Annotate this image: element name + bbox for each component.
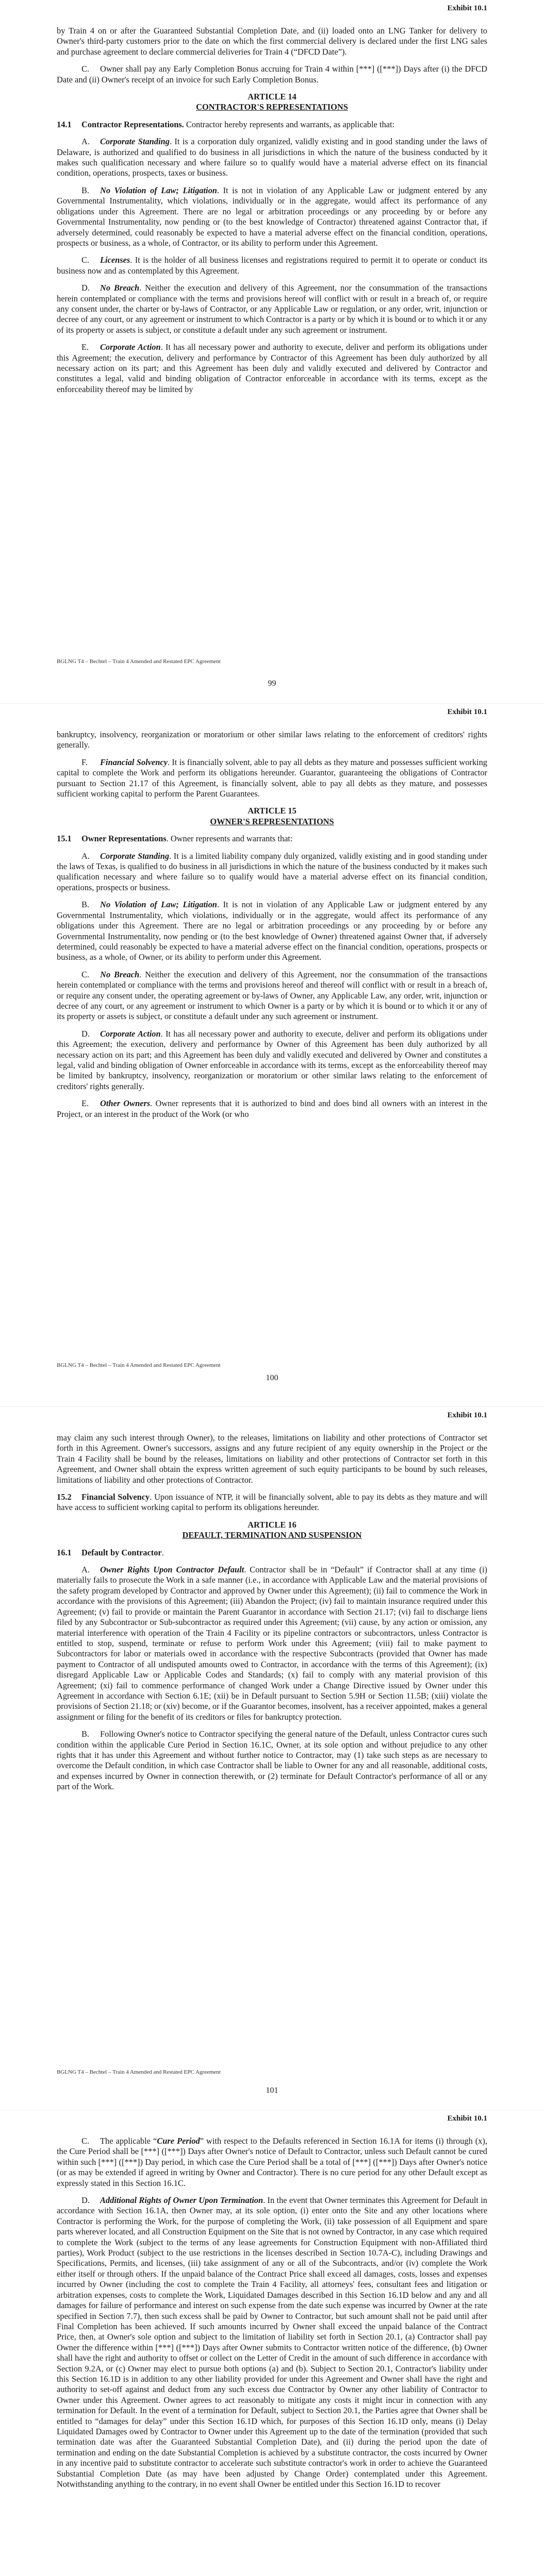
- section-14-1: [57, 120, 487, 130]
- article-heading: [57, 92, 487, 113]
- paragraph-d: [57, 1029, 487, 1092]
- paragraph-heading: Licenses: [100, 255, 130, 265]
- document-page-3: [0, 1406, 544, 2110]
- article-title: CONTRACTOR'S REPRESENTATIONS: [196, 102, 348, 112]
- paragraph-c2: [57, 255, 487, 276]
- section-number: 15.1: [57, 834, 72, 844]
- paragraph-letter: A.: [81, 1565, 90, 1575]
- exhibit-label: Exhibit 10.1: [447, 708, 487, 716]
- paragraph: bankruptcy, insolvency, reorganization or moratorium or other similar laws relating to the enforcement of creditors' rights generally.: [57, 730, 487, 750]
- section-text: .: [161, 1547, 164, 1557]
- paragraph-text: . Owner represents that it is authorized to bind and does bind all owners with an interest in the Project, or an interest in the product of the Work (or who: [57, 1098, 487, 1119]
- article-heading: [57, 1520, 487, 1541]
- section-heading: Financial Solvency: [81, 1492, 150, 1502]
- section-15-2: [57, 1492, 487, 1513]
- page-footer: BGLNG T4 – Bechtel – Train 4 Amended and Restated EPC Agreement: [57, 1362, 221, 1368]
- exhibit-label: Exhibit 10.1: [447, 2114, 487, 2123]
- paragraph-letter: A.: [81, 851, 90, 861]
- paragraph-a: [57, 1565, 487, 1722]
- paragraph-c: [57, 64, 487, 85]
- paragraph-letter: D.: [81, 283, 90, 293]
- paragraph: by Train 4 on or after the Guaranteed Substantial Completion Date, and (ii) loaded onto an LNG Tanker for delivery to Owner's third-party customers prior to the date on which the first commercial delivery is declared under the first LNG sales and purchase agreement to declare commercial deliveries for Train 4 (“DFCD Date”).: [57, 26, 487, 57]
- paragraph-heading: No Breach: [100, 283, 140, 293]
- page-body: [57, 1433, 487, 1799]
- paragraph-e: [57, 342, 487, 395]
- article-title: DEFAULT, TERMINATION AND SUSPENSION: [182, 1530, 362, 1540]
- section-number: 16.1: [57, 1547, 72, 1557]
- paragraph-letter: B.: [81, 1729, 90, 1739]
- article-number: ARTICLE 14: [248, 92, 296, 102]
- section-text: . Owner represents and warrants that:: [166, 834, 293, 844]
- paragraph-e: [57, 1098, 487, 1120]
- section-text: Contractor hereby represents and warrants, as applicable that:: [186, 119, 395, 129]
- paragraph-c: [57, 970, 487, 1022]
- paragraph-text: . It is financially solvent, able to pay all debts as they mature and possesses sufficient working capital to complete the Work and perform its obligations hereunder. Guarantor, guaranteeing the obligations of Contractor pursuant to Section 21.17 of this Agreement, is financially solvent, able to pay all debts as they mature, and possesses sufficient working capital to perform the Parent Guarantees.: [57, 757, 487, 799]
- paragraph-a: [57, 137, 487, 179]
- paragraph-letter: C.: [81, 64, 90, 74]
- paragraph-f: [57, 757, 487, 800]
- paragraph-b: [57, 185, 487, 248]
- paragraph-heading: Financial Solvency: [100, 757, 168, 767]
- paragraph-text: . In the event that Owner terminates this Agreement for Default in accordance with Section 16.1A, then Owner may, at its sole option, (i) enter onto the Site and any other locations where Contractor is performing the Work, for the purpose of completing the Work, (ii) take possession of all Equipment and spare parts wherever located, and all Construction Equipment on the Site that is not owned by Contractor, in any case which required to complete the Work (subject to the terms of any lease agreements for Construction Equipment with non-Affiliated third parties), Work Product (subject to the use restrictions in the licenses described in Section 10.7A-C), including Drawings and Specifications, Permits, and licenses, (iii) take assignment of any or all of the Subcontracts, and/or (iv) complete the Work either itself or through others. If the unpaid balance of the Contract Price shall exceed all damages, costs, losses and expenses incurred by Owner (including the cost to complete the Train 4 Facility, all attorneys' fees, consultant fees and litigation or arbitration expenses, costs to complete the Work, Liquidated Damages described in this Section 16.1D below and any and all damages for failure of performance and interest on such expense from the date such expense was incurred by Owner at the rate specified in Section 7.7), then such excess shall be paid by Owner to Contractor, but such amount shall not be paid until after Final Completion has been achieved. If such amounts incurred by Owner shall exceed the unpaid balance of the Contract Price, then, at Owner's sole option and subject to the limitation of liability set forth in Section 20.1, (a) Contractor shall pay Owner the difference within [***] ([***]) Days after Owner submits to Contractor written notice of the difference, (b) Owner shall have the right and authority to offset or collect on the Letter of Credit in the amount of such difference in accordance with Section 9.2A, or (c) Owner may elect to pursue both options (a) and (b). Subject to Section 20.1, Contractor's liability under this Section 16.1D is in addition to any other liability provided for under this Agreement and Owner shall have the right and authority to set-off against and deduct from any such excess due Contractor by Owner any other liability of Contractor to Owner under this Agreement. Owner agrees to act reasonably to mitigate any costs it might incur in connection with any termination for Default. In the event of a termination for Default, subject to Section 20.1, the Parties agree that Owner shall be entitled to “damages for delay” under this Section 16.1D which, for purposes of this Section 16.1D only, means (i) Delay Liquidated Damages owed by Contractor to Owner under this Agreement up to the date of the termination (provided that such termination date was after the Guaranteed Substantial Completion Date), and (ii) during the period upon the date of termination and ending on the date Substantial Completion is achieved by a substitute contractor, the costs incurred by Owner in any incentive paid to substitute contractor to accelerate such substitute contractor's work in order to achieve the Guaranteed Substantial Completion Date (as may have been adjusted by Change Order) contemplated under this Agreement. Notwithstanding anything to the contrary, in no event shall Owner be entitled under this Section 16.1D to recover: [57, 2195, 487, 2489]
- paragraph-heading: Additional Rights of Owner Upon Termination: [100, 2195, 263, 2206]
- section-number: 15.2: [57, 1492, 72, 1502]
- paragraph-letter: C.: [81, 2136, 90, 2146]
- paragraph-heading: Cure Period: [157, 2136, 200, 2146]
- exhibit-label: Exhibit 10.1: [447, 4, 487, 12]
- paragraph-heading: Owner Rights Upon Contractor Default: [100, 1565, 244, 1575]
- article-number: ARTICLE 15: [248, 806, 296, 816]
- paragraph-heading: Corporate Standing: [100, 851, 170, 861]
- paragraph-letter: C.: [81, 255, 90, 265]
- paragraph-text: . Neither the execution and delivery of this Agreement, nor the consummation of the transactions herein contemplated or compliance with the terms and provisions hereof and thereof will conflict with or result in a breach of, or require any consent under, the operating agreement or by-laws of Owner, any Applicable Law, any order, writ, injunction or decree of any court, or any agreement or instrument to which Owner is a party or by which it is bound or to which it or any of its property or assets is subject, or constitute a default under any such agreement or instrument.: [57, 969, 487, 1022]
- paragraph-heading: Other Owners: [100, 1098, 151, 1109]
- paragraph-d: [57, 283, 487, 335]
- article-heading: [57, 806, 487, 827]
- section-number: 14.1: [57, 119, 72, 129]
- paragraph-b: [57, 900, 487, 962]
- paragraph-letter: E.: [81, 342, 89, 352]
- document-page-4: [0, 2110, 544, 2576]
- paragraph-heading: Corporate Action: [100, 342, 161, 352]
- page-number: 100: [266, 1374, 278, 1382]
- section-text: . Upon issuance of NTP, it will be financially solvent, able to pay its debts as they mature and will have access to sufficient working capital to perform its obligations hereunder.: [57, 1492, 488, 1513]
- section-16-1: [57, 1548, 487, 1558]
- paragraph-b: [57, 1729, 487, 1792]
- paragraph-letter: F.: [81, 757, 88, 767]
- paragraph-heading: Corporate Action: [100, 1028, 161, 1039]
- section-15-1: [57, 834, 487, 844]
- section-heading: Contractor Representations.: [81, 119, 184, 129]
- page-number: 101: [266, 2086, 278, 2095]
- paragraph-text: . It is the holder of all business licenses and registrations required to permit it to operate or conduct its business now and as contemplated by this Agreement.: [57, 255, 487, 276]
- page-number: 99: [268, 679, 276, 688]
- document-page-1: [0, 0, 544, 703]
- paragraph-text: . Contractor shall be in “Default” if Contractor shall at any time (i) materially fails to prosecute the Work in a safe manner (i.e., in accordance with Applicable Law and the material provisions of the safety program developed by Contractor and approved by Owner under this Agreement); (ii) fail to commence the Work in accordance with the provisions of this Agreement; (iii) Abandon the Project; (iv) fail to maintain insurance required under this Agreement; (v) fail to provide or maintain the Parent Guarantor in accordance with Section 21.17; (vi) fail to discharge liens filed by any Subcontractor or Sub-subcontractor as required under this Agreement; (vii) cause, by any action or omission, any material interference with operation of the Train 4 Facility or its pipeline contractors or subcontractors, unless Contractor is entitled to stop, suspend, terminate or refuse to perform Work under this Agreement; (viii) fail to make payment to Subcontractors for labor or materials owed in accordance with the respective Subcontracts (provided that Owner has made payment to Contractor of all undisputed amounts owed to Contractor, in accordance with the terms of this Agreement); (ix) disregard Applicable Law or Applicable Codes and Standards; (x) fail to comply with any material provision of this Agreement; (xi) fail to commence performance of changed Work under a Change Directive issued by Owner under this Agreement in accordance with Section 6.1E; (xii) be in Default pursuant to Section 5.9H or Section 11.5B; (xiii) violate the provisions of Section 21.18; or (xiv) become, or if the Guarantor becomes, insolvent, has a receiver appointed, makes a general assignment or filing for the benefit of its creditors or files for bankruptcy protection.: [57, 1565, 487, 1722]
- paragraph-text: . It is not in violation of any Applicable Law or judgment entered by any Governmental Instrumentality, which violations, individually or in the aggregate, would affect its performance of any obligations under this Agreement. There are no legal or arbitration proceedings or any proceeding by or before any Governmental Instrumentality, now pending or (to the best knowledge of Contractor) threatened against Contractor that, if adversely determined, could reasonably be expected to have a material adverse effect on the financial condition, operations, prospects or business, as a whole, of Contractor, or its ability to perform under this Agreement.: [57, 185, 487, 248]
- paragraph-text: . It has all necessary power and authority to execute, deliver and perform its obligations under this Agreement; the execution, delivery and performance by Owner of this Agreement has been duly authorized by all necessary action on its part; and this Agreement has been duly and validly executed and delivered by Owner and constitutes a legal, valid and binding obligation of Owner enforceable in accordance with its terms, except as the enforceability thereof may be limited by bankruptcy, insolvency, reorganization or moratorium or other similar laws relating to the enforcement of creditors' rights generally.: [57, 1028, 487, 1091]
- paragraph: may claim any such interest through Owner), to the releases, limitations on liability and other protections of Contractor set forth in this Agreement. Owner's successors, assigns and any future recipient of any equity ownership in the Project or the Train 4 Facility shall be bound by the releases, limitations on liability and other protections of Contractor set forth in this Agreement, and Owner shall obtain the express written agreement of such equity participants to be bound by such releases, limitations of liability and other protections of Contractor.: [57, 1433, 487, 1485]
- page-footer: BGLNG T4 – Bechtel – Train 4 Amended and Restated EPC Agreement: [57, 658, 221, 665]
- paragraph-text: ” with respect to the Defaults referenced in Section 16.1A for items (i) through (x), the Cure Period shall be [***] ([***]) Days after Owner's notice of Default to Contractor, unless such Default cannot be cured within such [***] ([***]) Day period, in which case the Cure Period shall be a total of [***] ([***]) Days after Owner's notice (or as may be extended if agreed in writing by Owner and Contractor). There is no cure period for any other Default except as expressly stated in this Section 16.1C.: [57, 2136, 487, 2188]
- paragraph-text: . Neither the execution and delivery of this Agreement, nor the consummation of the transactions herein contemplated or compliance with the terms and provisions hereof will conflict with or result in a breach of, or require any consent under, the charter or by-laws of Contractor, or any Applicable Law or regulation, or any order, writ, injunction or decree of any court, or any agreement or instrument to which Contractor is a party or by which it is bound or to which it or any of its property or assets is subject, or constitute a default under any such agreement or instrument.: [57, 283, 487, 335]
- paragraph-text: . It has all necessary power and authority to execute, deliver and perform its obligations under this Agreement; the execution, delivery and performance by Contractor of this Agreement has been duly authorized by all necessary action on its part; and this Agreement has been duly and validly executed and delivered by Contractor and constitutes a legal, valid and binding obligation of Contractor enforceable in accordance with its terms, except as the enforceability thereof may be limited by: [57, 342, 487, 394]
- paragraph-letter: A.: [81, 137, 90, 147]
- paragraph-c: [57, 2136, 487, 2189]
- paragraph-a: [57, 851, 487, 893]
- paragraph-text: Following Owner's notice to Contractor specifying the general nature of the Default, unless Contractor cures such condition within the applicable Cure Period in Section 16.1C, Owner, at its sole option and without prejudice to any other rights that it has under this Agreement and without further notice to Contractor, may (1) take such steps as are necessary to overcome the Default condition, in which case Contractor shall be liable to Owner for any and all reasonable, additional costs, and expenses incurred by Owner in connection therewith, or (2) terminate for Default Contractor's performance of all or any part of the Work.: [57, 1729, 487, 1792]
- paragraph-heading: Corporate Standing: [100, 137, 170, 147]
- paragraph-letter: E.: [81, 1098, 89, 1109]
- paragraph-heading: No Violation of Law; Litigation: [100, 900, 217, 910]
- article-title: OWNER'S REPRESENTATIONS: [210, 816, 334, 826]
- paragraph-heading: No Violation of Law; Litigation: [100, 185, 217, 195]
- paragraph-text: The applicable “: [100, 2136, 157, 2146]
- paragraph-text: Owner shall pay any Early Completion Bonus accruing for Train 4 within [***] ([***]) Days after (i) the DFCD Date and (ii) Owner's receipt of an invoice for such Early Completion Bonus.: [57, 64, 487, 84]
- paragraph-text: . It is a corporation duly organized, validly existing and in good standing under the laws of Delaware, is authorized and qualified to do business in all jurisdictions in which the nature of the business conducted by it makes such qualification necessary and where failure so to qualify would have a material adverse effect on its financial condition, operations, prospects, taxes or business.: [57, 137, 487, 178]
- paragraph-letter: C.: [81, 969, 90, 979]
- paragraph-d: [57, 2195, 487, 2489]
- article-number: ARTICLE 16: [248, 1519, 296, 1530]
- paragraph-text: . It is not in violation of any Applicable Law or judgment entered by any Governmental Instrumentality, which violations, individually or in the aggregate, would affect its performance of any obligations under this Agreement. There are no legal or arbitration proceedings or any proceeding by or before any Governmental Instrumentality, now pending or (to the best knowledge of Owner) threatened against Owner that, if adversely determined, could reasonably be expected to have a material adverse effect on the financial condition, operations, prospects or business, as a whole, of Owner, or its ability to perform under this Agreement.: [57, 900, 487, 962]
- document-page-2: [0, 703, 544, 1406]
- page-body: [57, 730, 487, 1126]
- page-body: [57, 26, 487, 401]
- paragraph-letter: D.: [81, 1028, 90, 1039]
- section-heading: Default by Contractor: [81, 1547, 162, 1557]
- paragraph-letter: B.: [81, 900, 90, 910]
- paragraph-letter: D.: [81, 2195, 90, 2206]
- exhibit-label: Exhibit 10.1: [447, 1411, 487, 1419]
- paragraph-letter: B.: [81, 185, 90, 195]
- page-body: [57, 2136, 487, 2496]
- page-footer: BGLNG T4 – Bechtel – Train 4 Amended and Restated EPC Agreement: [57, 2069, 221, 2075]
- paragraph-text: . It is a limited liability company duly organized, validly existing and in good standing under the laws of Texas, is qualified to do business in all jurisdictions in which the nature of the business conducted by it makes such qualification necessary and where failure so to qualify would have a material adverse effect on its financial condition, operations, prospects or business.: [57, 851, 487, 892]
- section-heading: Owner Representations: [81, 834, 167, 844]
- paragraph-heading: No Breach: [100, 969, 140, 979]
